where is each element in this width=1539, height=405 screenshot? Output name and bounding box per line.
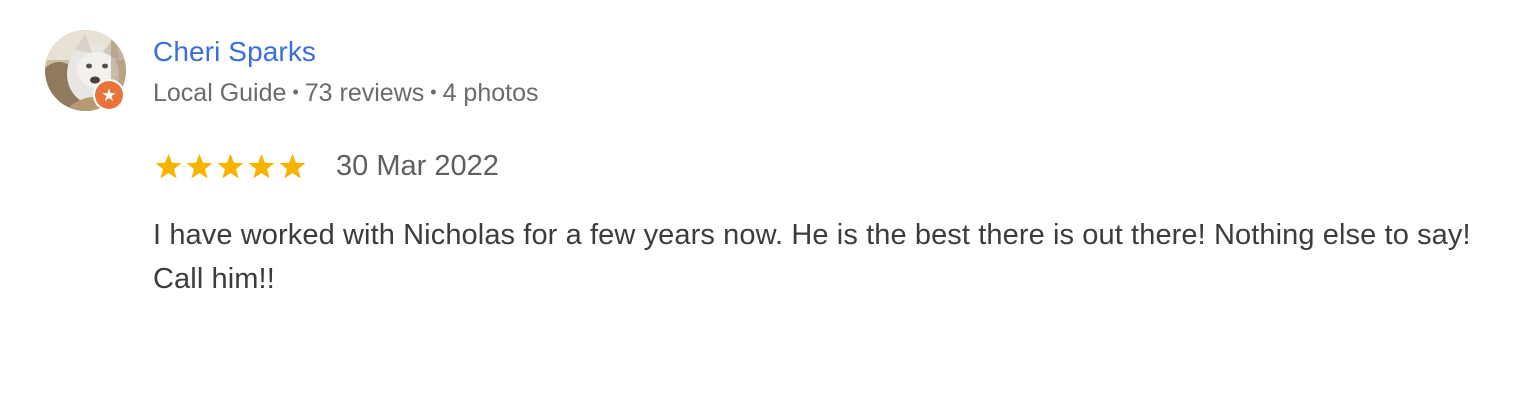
photo-count: 4 photos <box>442 79 539 107</box>
review-count: 73 reviews <box>304 79 425 107</box>
star-rating <box>153 151 308 182</box>
star-icon <box>153 151 184 182</box>
star-icon <box>215 151 246 182</box>
meta-separator: • <box>292 82 299 103</box>
author-meta <box>153 77 538 110</box>
rating-row <box>153 147 499 185</box>
review-date: 30 Mar 2022 <box>336 150 499 182</box>
author-name-link[interactable]: Cheri Sparks <box>153 36 317 67</box>
author-avatar[interactable] <box>45 30 126 111</box>
review-text: I have worked with Nicholas for a few years now. He is the best there is out there! Nothing else to say! Call him!! <box>153 219 1471 295</box>
star-icon <box>277 151 308 182</box>
local-guide-star-icon <box>95 81 123 109</box>
star-icon <box>246 151 277 182</box>
meta-separator: • <box>430 82 437 103</box>
local-guide-label: Local Guide <box>153 79 287 107</box>
star-icon <box>184 151 215 182</box>
